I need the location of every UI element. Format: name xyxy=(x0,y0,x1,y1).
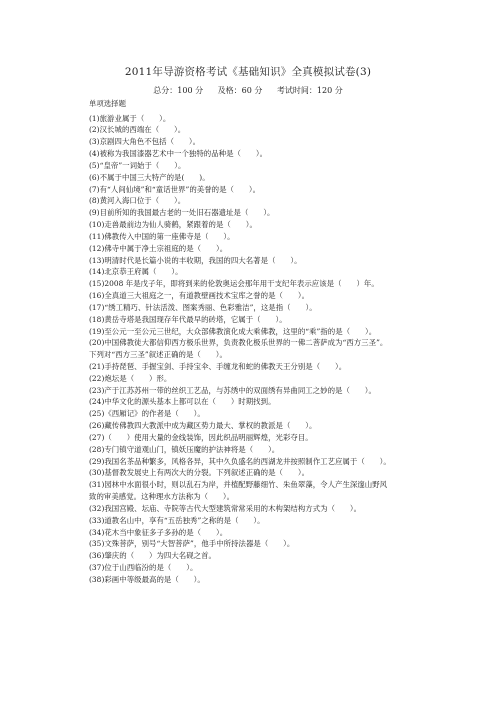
question-list xyxy=(89,113,419,586)
question-line: (29)我国名茶品种繁多，风格各异，其中久负盛名的西湖龙井按照制作工艺应属于（ ）。 xyxy=(89,456,391,466)
total-score: 总分：100 分 xyxy=(153,86,204,95)
question-line: (30)基督教发展史上有两次大的分裂。下列叙述正确的是（ ）。 xyxy=(89,468,310,478)
question-line: (15)2008 年是戊子年，即将到来的伦敦奥运会那年用干支纪年表示应该是（ ）年。 xyxy=(89,279,379,289)
exam-meta xyxy=(0,85,496,96)
question-line: (25)《西厢记》的作者是（ ）。 xyxy=(89,409,205,419)
question-line: (27)（ ）使用大量的金线装饰，因此织品明丽辉煌，光彩夺目。 xyxy=(89,432,313,442)
section-heading: 单项选择题 xyxy=(89,99,126,108)
question-line: (13)明清时代是长篇小说的丰收期，我国的四大名著是（ ）。 xyxy=(89,255,302,265)
question-line: (10)走兽最前边为仙人骑鹤，紧跟着的是（ ）。 xyxy=(89,220,257,230)
question-line: (36)肇庆的（ ）为四大名砚之首。 xyxy=(89,551,216,561)
question-line: (20)中国佛教徒大都信仰西方极乐世界，负责教化极乐世界的一佛二菩萨成为“西方三圣”。 xyxy=(89,338,388,348)
question-line: (28)专门镇守道观山门，镇妖压魔的护法神将是（ ）。 xyxy=(89,444,280,454)
question-line: (7)有“人间仙境”和“童话世界”的美誉的是（ ）。 xyxy=(89,184,261,194)
question-line: (12)佛寺中属于净土宗祖庭的是（ ）。 xyxy=(89,243,228,253)
pass-score: 及格：60 分 xyxy=(217,86,263,95)
question-line: (1)旅游业属于（ ）。 xyxy=(89,113,171,123)
question-line: (38)彩画中等级最高的是（ ）。 xyxy=(89,574,205,584)
question-line: (21)手持琵琶、手握宝剑、手持宝伞、手缠龙和蛇的佛教天王分别是（ ）。 xyxy=(89,361,347,371)
question-line: (16)全真道三大祖庭之一，有道教壁画技术宝库之誉的是（ ）。 xyxy=(89,291,310,301)
question-line: (19)至公元一至公元三世纪，大众部佛教演化成大乘佛教，这里的“乘”指的是（ ）。 xyxy=(89,326,377,336)
question-line: (4)被称为我国漆器艺术中一个独特的品种是（ ）。 xyxy=(89,149,268,159)
question-line: (33)道教名山中，享有“五岳独秀”之称的是（ ）。 xyxy=(89,515,265,525)
question-line: (23)产于江苏苏州一带的丝织工艺品，与苏绣中的双面绣有异曲同工之妙的是（ ）。 xyxy=(89,385,376,395)
question-line: (35)文殊菩萨，别号“大智菩萨”，他手中所持法器是（ ）。 xyxy=(89,539,295,549)
question-line: (2)汉长城的西端在（ ）。 xyxy=(89,125,186,135)
question-line: 下列对“西方三圣”叙述正确的是（ ）。 xyxy=(89,350,227,360)
question-line: (6)不属于中国三大特产的是( )。 xyxy=(89,172,210,182)
question-line: (9)目前所知的我国最古老的一处旧石器遗址是（ ）。 xyxy=(89,208,275,218)
question-line: (37)位于山西临汾的是（ ）。 xyxy=(89,563,198,573)
question-line: (5)“皇帝”一词始于（ ）。 xyxy=(89,160,186,170)
question-line: (14)北京恭王府属（ ）。 xyxy=(89,267,183,277)
question-line: (17)“绣工精巧、针法活泼、图案秀丽、色彩雅洁”，这是指（ ）。 xyxy=(89,302,317,312)
question-line: (11)佛教传入中国的第一座佛寺是（ ）。 xyxy=(89,231,235,241)
question-line: (18)黄岳寺塔是我国现存年代最早的砖塔，它属于（ ）。 xyxy=(89,314,287,324)
question-line: (3)京剧四大角色不包括（ ）。 xyxy=(89,137,201,147)
question-line: (32)我国宫殿、坛庙、寺院等古代大型建筑常常采用的木构架结构方式为（ ）。 xyxy=(89,503,362,513)
question-line: (31)园林中水面很小时，则以乱石为岸，并植配野藤细竹、朱鱼翠藻，令人产生深邃山野风 xyxy=(89,480,388,490)
question-line: (34)花木当中象征多子多孙的是（ ）。 xyxy=(89,527,228,537)
exam-time: 考试时间：120 分 xyxy=(276,86,343,95)
question-line: (8)黄河入海口位于（ ）。 xyxy=(89,196,186,206)
question-line: (24)中华文化的源头基本上都可以在（ ）时期找到。 xyxy=(89,397,276,407)
document-title: 2011年导游资格考试《基础知识》全真模拟试卷(3) xyxy=(124,66,372,78)
question-line: (26)藏传佛教四大教派中成为藏区势力最大、掌权的教派是（ ）。 xyxy=(89,421,317,431)
question-line: 致的审美感觉。这种理水方法称为（ ）。 xyxy=(89,492,235,502)
question-line: (22)炮坛是（ ）形。 xyxy=(89,373,172,383)
